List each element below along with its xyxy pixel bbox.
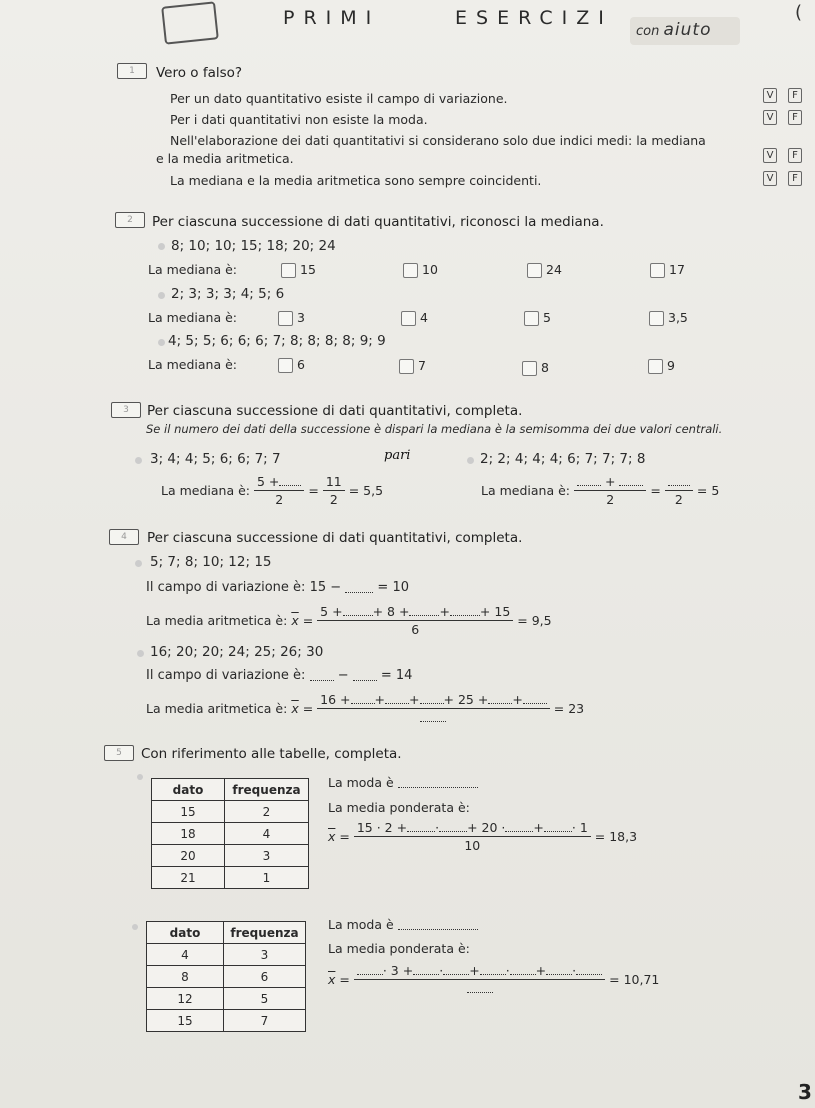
bullet-icon (158, 292, 165, 299)
false-box-b[interactable]: F (788, 110, 802, 125)
mode-line-b: La moda è (328, 917, 478, 932)
mean-formula-b: La media aritmetica è: $\overline{x}$ = 16 + + + + 25 + + = 23 (146, 692, 584, 725)
option-label: 7 (418, 358, 426, 373)
blank-field[interactable] (279, 476, 301, 486)
blank-field[interactable] (488, 694, 512, 704)
aiuto-label: con aiuto (636, 20, 712, 40)
option-checkbox[interactable] (281, 263, 296, 278)
bullet-icon (137, 774, 143, 780)
blank-field[interactable] (420, 712, 446, 722)
exercise-title: Per ciascuna successione di dati quantitativi, completa. (147, 530, 523, 546)
mean-formula-a: La media aritmetica è: $\overline{x}$ = $\frac{5 + + 8 + + + 15}{6}$ = 9,5 (146, 604, 552, 637)
weighted-mean-label: La media ponderata è: (328, 941, 470, 956)
blank-field[interactable] (345, 583, 373, 593)
col-header-frequenza: frequenza (224, 922, 306, 944)
blank-field[interactable] (357, 965, 383, 975)
blank-field[interactable] (398, 920, 478, 930)
sequence-b: 2; 3; 3; 3; 4; 5; 6 (171, 286, 285, 302)
fraction: $\frac{15 \cdot 2 + \cdot + 20 \cdot + \cdot 1}{10}$ (354, 820, 591, 853)
option-checkbox[interactable] (527, 263, 542, 278)
median-label: La mediana è: (161, 483, 250, 498)
exercise-badge: 1 (117, 63, 147, 79)
true-box-b[interactable]: V (763, 110, 777, 125)
option-label: 6 (297, 357, 305, 372)
statement-d: La mediana e la media aritmetica sono sempre coincidenti. (170, 173, 542, 188)
exercise-note: Se il numero dei dati della successione è dispari la mediana è la semisomma dei due valori centrali. (146, 422, 723, 436)
bullet-icon (137, 650, 144, 657)
exercise-badge: 3 (111, 402, 141, 418)
true-box-a[interactable]: V (763, 88, 777, 103)
range-formula-a: Il campo di variazione è: 15 − = 10 (146, 580, 409, 595)
median-label: La mediana è: (148, 310, 237, 325)
fraction: · 3 + · + · + · (354, 963, 605, 996)
blank-field[interactable] (409, 606, 439, 616)
fraction: $\frac{5 +}{2}$ (254, 474, 304, 507)
option-checkbox[interactable] (522, 361, 537, 376)
statement-b: Per i dati quantitativi non esiste la moda. (170, 112, 428, 127)
weighted-mean-formula-a: $\overline{x}$ = $\frac{15 \cdot 2 + \cdot + 20 \cdot + \cdot 1}{10}$ = 18,3 (328, 820, 638, 853)
option-label: 3 (297, 310, 305, 325)
bullet-icon (132, 924, 138, 930)
sequence-a: 8; 10; 10; 15; 18; 20; 24 (171, 238, 336, 254)
sequence-a: 3; 4; 4; 5; 6; 6; 7; 7 (150, 451, 281, 467)
exercise-title: Con riferimento alle tabelle, completa. (141, 746, 402, 762)
exercise-badge: 2 (115, 212, 145, 228)
false-box-c[interactable]: F (788, 148, 802, 163)
option-checkbox[interactable] (650, 263, 665, 278)
blank-field[interactable] (523, 694, 547, 704)
fraction: $\frac{+}{2}$ (574, 474, 646, 507)
option-checkbox[interactable] (403, 263, 418, 278)
median-label: La mediana è: (148, 262, 237, 277)
statement-a: Per un dato quantitativo esiste il campo di variazione. (170, 91, 508, 106)
true-box-d[interactable]: V (763, 171, 777, 186)
table-row: 20 3 (152, 845, 309, 867)
bullet-icon (467, 457, 474, 464)
median-label: La mediana è: (148, 357, 237, 372)
sequence-b: 2; 2; 4; 4; 4; 6; 7; 7; 7; 8 (480, 451, 646, 467)
bullet-icon (158, 243, 165, 250)
interattivo-logo-icon (161, 1, 219, 44)
weighted-mean-label: La media ponderata è: (328, 800, 470, 815)
option-label: 9 (667, 358, 675, 373)
blank-field[interactable] (576, 965, 602, 975)
sequence-b: 16; 20; 20; 24; 25; 26; 30 (150, 644, 324, 660)
exercise-title: Per ciascuna successione di dati quantitativi, completa. (147, 403, 523, 419)
blank-field[interactable] (310, 671, 334, 681)
blank-field[interactable] (385, 694, 409, 704)
blank-field[interactable] (450, 606, 480, 616)
bullet-icon (158, 339, 165, 346)
table-row: 18 4 (152, 823, 309, 845)
blank-field[interactable] (668, 476, 690, 486)
table-row: 12 5 (147, 988, 306, 1010)
blank-field[interactable] (467, 983, 493, 993)
col-header-dato: dato (147, 922, 224, 944)
blank-field[interactable] (439, 822, 467, 832)
false-box-d[interactable]: F (788, 171, 802, 186)
blank-field[interactable] (443, 965, 469, 975)
title-primi: PRIMI (283, 7, 381, 29)
blank-field[interactable] (546, 965, 572, 975)
option-checkbox[interactable] (278, 358, 293, 373)
blank-field[interactable] (413, 965, 439, 975)
option-checkbox[interactable] (648, 359, 663, 374)
sequence-c: 4; 5; 5; 6; 6; 6; 7; 8; 8; 8; 8; 9; 9 (168, 333, 386, 349)
fraction: 2 (665, 474, 693, 507)
option-label: 10 (422, 262, 438, 277)
blank-field[interactable] (407, 822, 435, 832)
col-header-frequenza: frequenza (225, 779, 309, 801)
false-box-a[interactable]: F (788, 88, 802, 103)
blank-field[interactable] (351, 694, 375, 704)
option-checkbox[interactable] (524, 311, 539, 326)
bracket-icon: ( (795, 2, 803, 23)
fraction: $\frac{5 + + 8 + + + 15}{6}$ (317, 604, 513, 637)
option-label: 5 (543, 310, 551, 325)
bullet-icon (135, 457, 142, 464)
frequency-table-a (151, 778, 309, 889)
page-number: 3 (798, 1080, 812, 1104)
option-checkbox[interactable] (399, 359, 414, 374)
table-row: 21 1 (152, 867, 309, 889)
option-label: 4 (420, 310, 428, 325)
handwritten-note: pari (384, 448, 411, 463)
blank-field[interactable] (577, 476, 601, 486)
statement-c: Nell'elaborazione dei dati quantitativi si considerano solo due indici medi: la mediana (170, 133, 706, 148)
table-row: 4 3 (147, 944, 306, 966)
blank-field[interactable] (544, 822, 572, 832)
fraction: 16 + + + + 25 + + (317, 692, 550, 725)
exercise-badge: 5 (104, 745, 134, 761)
median-formula-b: La mediana è: $\frac{+}{2}$ = 2 = 5 (481, 474, 720, 507)
exercise-badge: 4 (109, 529, 139, 545)
option-checkbox[interactable] (278, 311, 293, 326)
sequence-a: 5; 7; 8; 10; 12; 15 (150, 554, 272, 570)
statement-c-cont: e la media aritmetica. (156, 151, 294, 166)
fraction: $\frac{11}{2}$ (323, 474, 345, 507)
option-checkbox[interactable] (649, 311, 664, 326)
blank-field[interactable] (510, 965, 536, 975)
exercise-title: Per ciascuna successione di dati quantitativi, riconosci la mediana. (152, 214, 604, 230)
blank-field[interactable] (353, 671, 377, 681)
table-row: 8 6 (147, 966, 306, 988)
blank-field[interactable] (398, 778, 478, 788)
table-row: 15 2 (152, 801, 309, 823)
option-label: 3,5 (668, 310, 688, 325)
median-formula-a: La mediana è: $\frac{5 +}{2}$ = $\frac{11}{2}$ = 5,5 (161, 474, 384, 507)
median-label: La mediana è: (481, 483, 570, 498)
bullet-icon (135, 560, 142, 567)
blank-field[interactable] (420, 694, 444, 704)
title-esercizi: ESERCIZI (455, 7, 613, 29)
option-label: 8 (541, 360, 549, 375)
exercise-title: Vero o falso? (156, 65, 243, 81)
true-box-c[interactable]: V (763, 148, 777, 163)
blank-field[interactable] (480, 965, 506, 975)
option-label: 24 (546, 262, 562, 277)
option-checkbox[interactable] (401, 311, 416, 326)
option-label: 15 (300, 262, 316, 277)
frequency-table-b (146, 921, 306, 1032)
range-formula-b: Il campo di variazione è: − = 14 (146, 668, 413, 683)
table-row: 15 7 (147, 1010, 306, 1032)
option-label: 17 (669, 262, 685, 277)
mode-line-a: La moda è (328, 775, 478, 790)
blank-field[interactable] (505, 822, 533, 832)
col-header-dato: dato (152, 779, 225, 801)
blank-field[interactable] (619, 476, 643, 486)
blank-field[interactable] (343, 606, 373, 616)
weighted-mean-formula-b: $\overline{x}$ = · 3 + · + · + · = 10,71 (328, 963, 659, 996)
